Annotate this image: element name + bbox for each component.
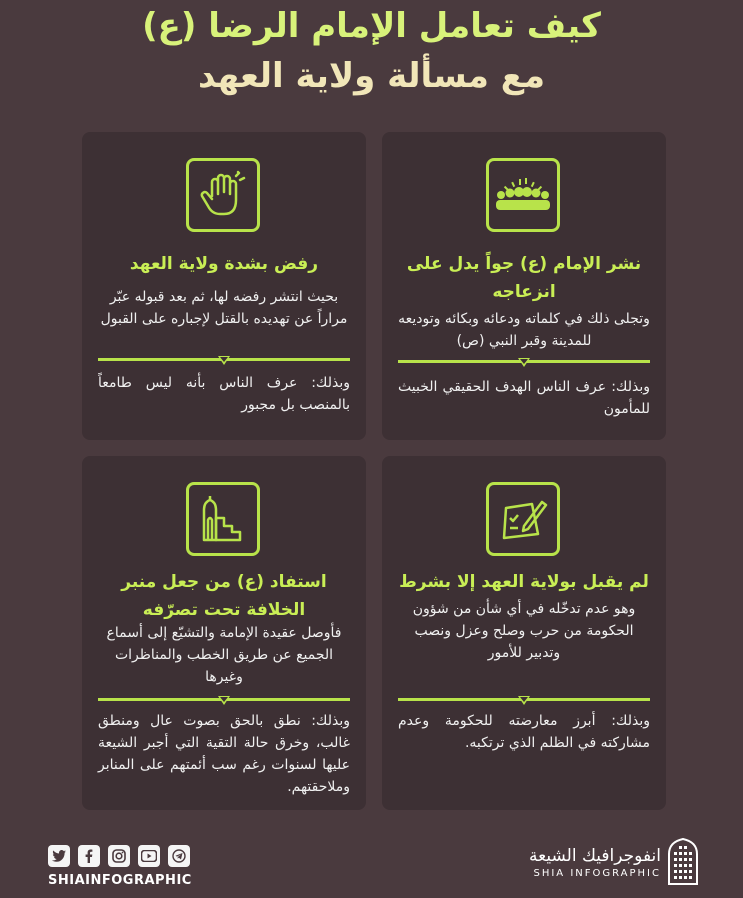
card-description: وهو عدم تدخّله في أي شأن من شؤون الحكومة من حرب وصلح وعزل ونصب وتدبير للأمور bbox=[412, 601, 636, 661]
card-strong-refusal bbox=[82, 132, 366, 440]
divider bbox=[398, 698, 650, 701]
card-title: استفاد (ع) من جعل منبر الخلافة تحت تصرّفه bbox=[121, 572, 327, 620]
card-result: وبذلك: عرف الناس الهدف الحقيقي الخبيث للمأمون bbox=[398, 379, 650, 417]
raised-hand-icon bbox=[186, 158, 260, 232]
page-title-line1: كيف تعامل الإمام الرضا (ع) bbox=[142, 6, 601, 46]
twitter-icon[interactable] bbox=[48, 845, 70, 867]
card-description: بحيث انتشر رفضه لها، ثم بعد قبوله عبّر مراراً عن تهديده بالقتل لإجباره على القبول bbox=[100, 289, 348, 327]
crowd-icon bbox=[486, 158, 560, 232]
instagram-icon[interactable] bbox=[108, 845, 130, 867]
telegram-icon[interactable] bbox=[168, 845, 190, 867]
card-result: وبذلك: نطق بالحق بصوت عال ومنطق غالب، وخرق حالة التقية التي أجبر الشيعة عليها لسنوات رغم سب أئمتهم على المنابر وملاحقتهم. bbox=[98, 713, 350, 795]
minbar-icon bbox=[186, 482, 260, 556]
card-caliphate-pulpit bbox=[82, 456, 366, 810]
brand bbox=[529, 838, 699, 886]
card-result: وبذلك: أبرز معارضته للحكومة وعدم مشاركته في الظلم الذي ترتكبه. bbox=[398, 713, 650, 751]
card-description: فأوصل عقيدة الإمامة والتشيّع إلى أسماع الجميع عن طريق الخطب والمناظرات وغيرها bbox=[106, 625, 342, 685]
youtube-icon[interactable] bbox=[138, 845, 160, 867]
brand-name-english: SHIA INFOGRAPHIC bbox=[533, 867, 661, 879]
card-spread-discontent bbox=[382, 132, 666, 440]
divider bbox=[98, 698, 350, 701]
social-handle: SHIAINFOGRAPHIC bbox=[48, 873, 192, 888]
divider bbox=[98, 358, 350, 361]
facebook-icon[interactable] bbox=[78, 845, 100, 867]
social-links bbox=[48, 845, 192, 888]
card-description: وتجلى ذلك في كلماته ودعائه وبكائه وتوديعه للمدينة وقبر النبي (ص) bbox=[398, 311, 650, 349]
card-title: لم يقبل بولاية العهد إلا بشرط bbox=[399, 572, 649, 592]
signing-document-icon bbox=[486, 482, 560, 556]
card-result: وبذلك: عرف الناس بأنه ليس طامعاً بالمنصب بل مجبور bbox=[98, 375, 350, 413]
page-title-line2: مع مسألة ولاية العهد bbox=[197, 56, 546, 96]
mosque-window-logo-icon bbox=[667, 838, 699, 886]
card-title: نشر الإمام (ع) جواً يدل على انزعاجه bbox=[406, 254, 642, 302]
card-conditional-acceptance bbox=[382, 456, 666, 810]
divider bbox=[398, 360, 650, 363]
card-title: رفض بشدة ولاية العهد bbox=[129, 254, 319, 274]
brand-name-arabic: انفوجرافيك الشيعة bbox=[529, 845, 661, 866]
